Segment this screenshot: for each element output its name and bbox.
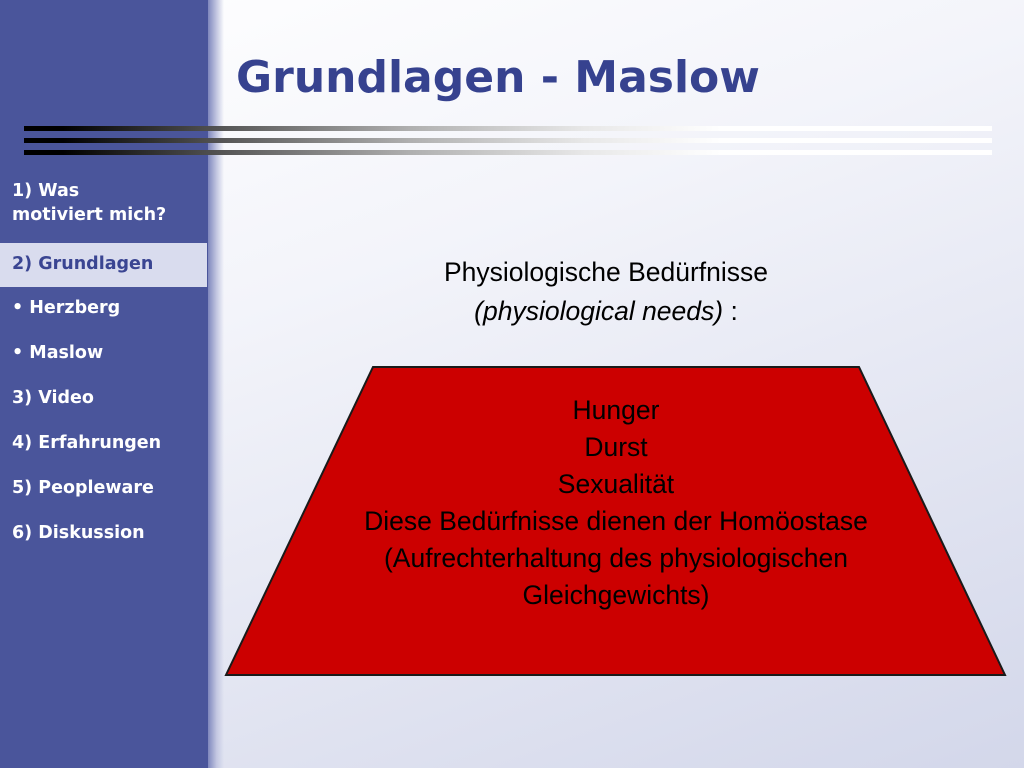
heading-suffix: : — [723, 296, 738, 326]
heading-english: (physiological needs) — [474, 296, 724, 326]
need-description-line: Diese Bedürfnisse dienen der Homöostase — [364, 506, 868, 536]
nav-item-label: 4) Erfahrungen — [12, 433, 162, 453]
nav-item-label: • Herzberg — [12, 298, 121, 318]
nav-item-label-line2: motiviert mich? — [12, 205, 167, 225]
need-description-line: (Aufrechterhaltung des physiologischen — [383, 543, 849, 573]
nav-item-label: 2) Grundlagen — [12, 254, 154, 274]
nav-item-label: 3) Video — [12, 388, 94, 408]
need-durst: Durst — [584, 432, 648, 462]
heading-german: Physiologische Bedürfnisse — [443, 257, 769, 287]
nav-item-label: 6) Diskussion — [12, 523, 145, 543]
slide-title: Grundlagen - Maslow — [236, 52, 760, 103]
nav-item-label-line1: 1) Was — [12, 181, 80, 201]
nav-item-label: 5) Peopleware — [12, 478, 154, 498]
pyramid-level-text — [290, 392, 942, 614]
need-hunger: Hunger — [572, 395, 660, 425]
need-description-line: Gleichgewichts) — [522, 580, 710, 610]
need-sexualitaet: Sexualität — [557, 469, 675, 499]
nav-item-label: • Maslow — [12, 343, 104, 363]
